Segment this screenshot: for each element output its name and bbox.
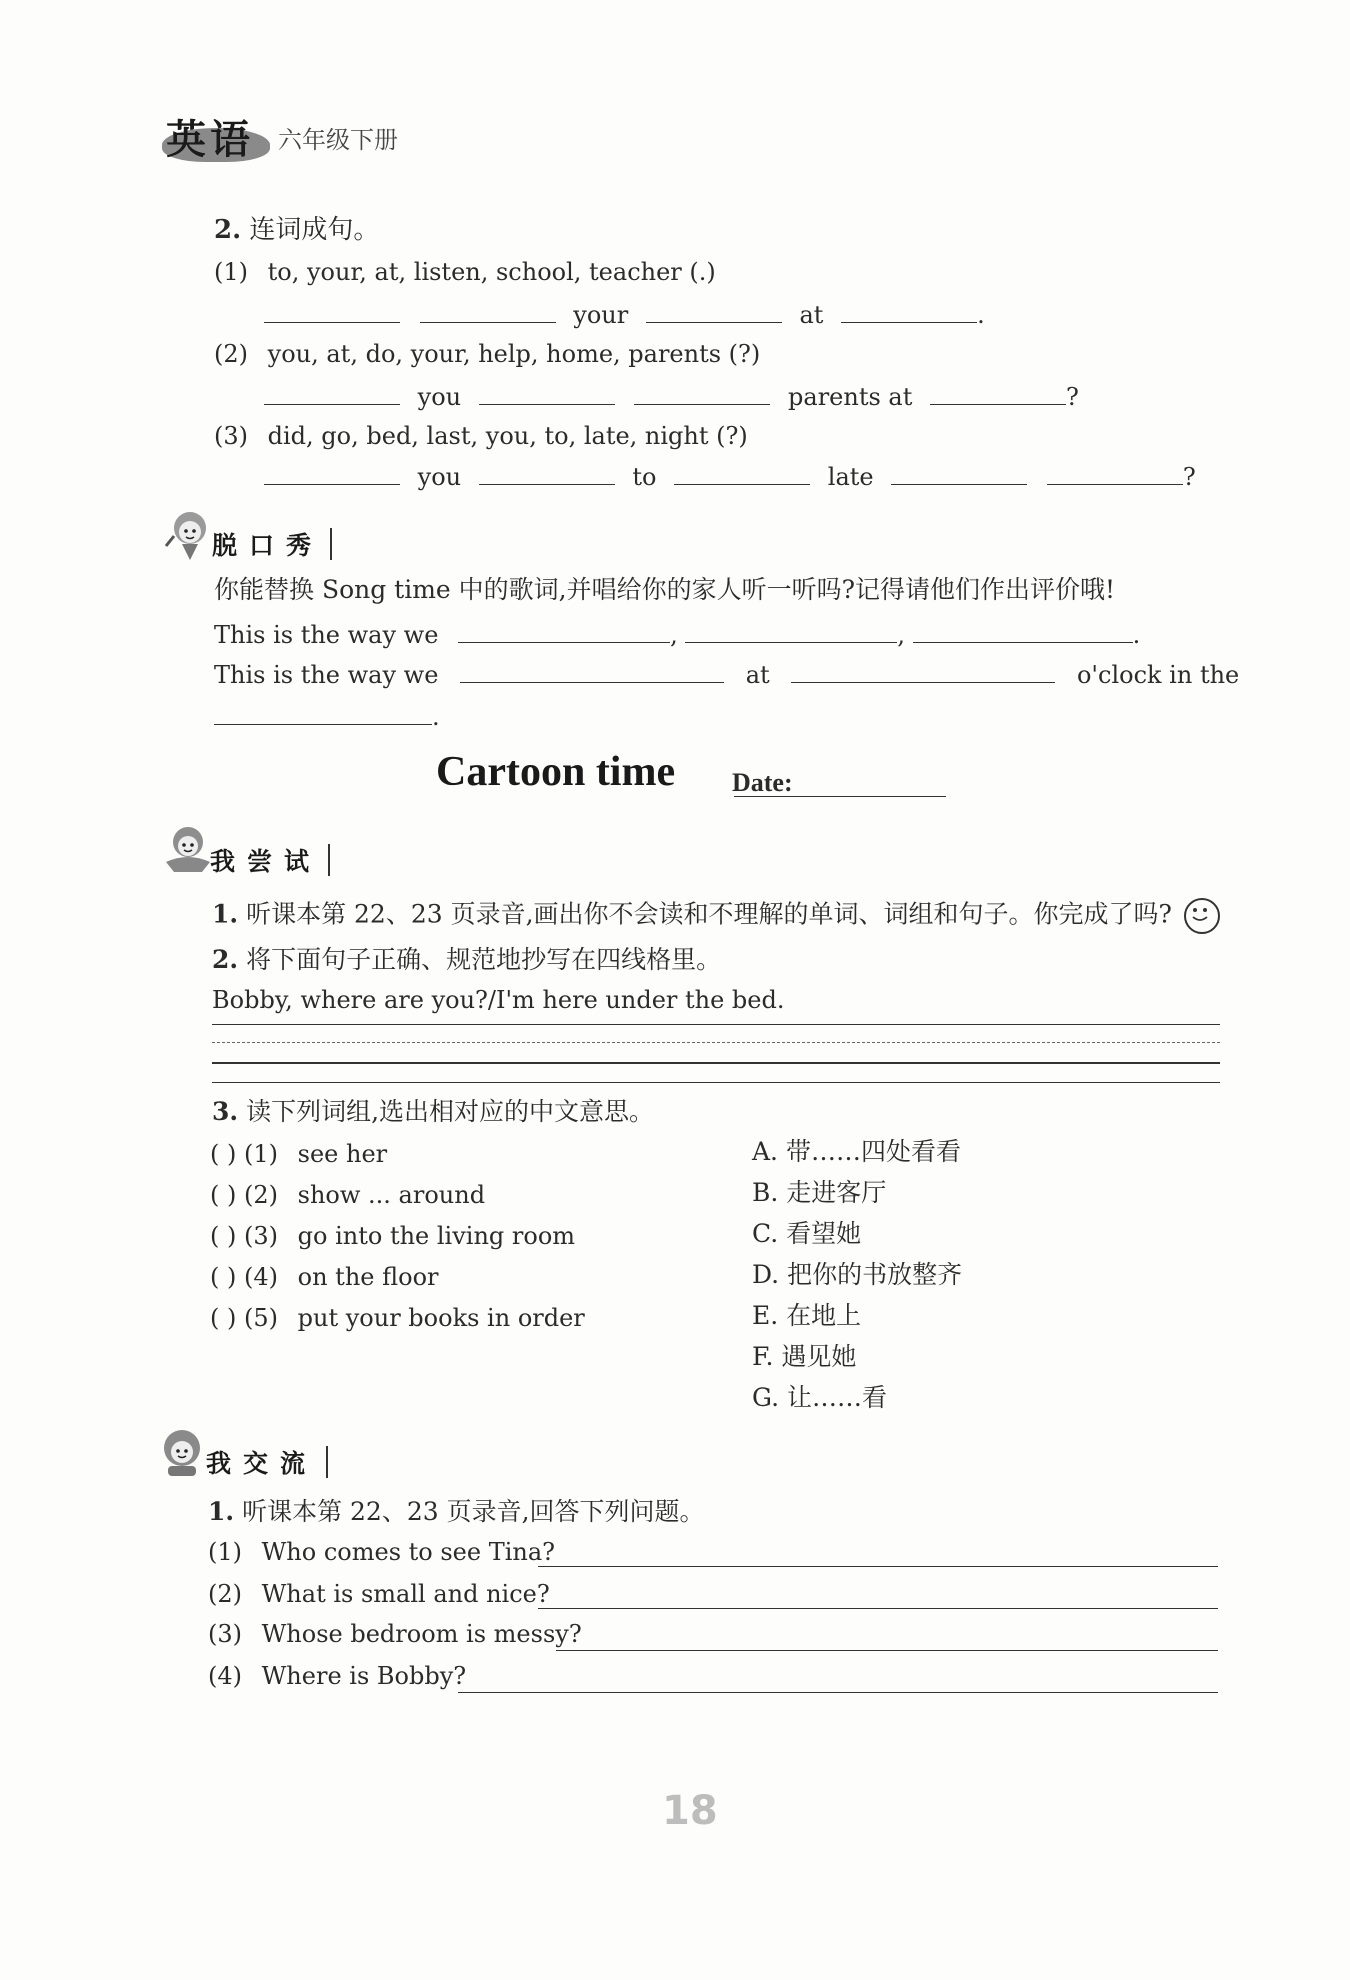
section-bar: [326, 1446, 328, 1478]
phrase-number: (2): [244, 1181, 278, 1209]
item-words: did, go, bed, last, you, to, late, night (?): [267, 422, 748, 450]
wcs-question-3: [212, 1096, 654, 1128]
answer-blank[interactable]: [264, 298, 400, 323]
answer-blank[interactable]: [634, 380, 770, 405]
part2-item-1: [214, 256, 716, 288]
page-number: 18: [662, 1788, 718, 1834]
option-text: 把你的书放整齐: [787, 1260, 963, 1289]
part2-answer-3: [264, 460, 1196, 493]
phrase-number: (4): [244, 1263, 278, 1291]
song-text: o'clock in the: [1076, 661, 1240, 689]
qa-row: [208, 1536, 555, 1568]
section-label: 我交流: [206, 1449, 318, 1478]
option-text: 带……四处看看: [785, 1137, 961, 1166]
question-text: 读下列词组,选出相对应的中文意思。: [246, 1097, 655, 1126]
item-number: (2): [214, 340, 248, 368]
phrase-list: [210, 1138, 585, 1343]
answer-word: late: [827, 463, 874, 491]
question-number: (3): [208, 1620, 242, 1648]
list-item: [752, 1300, 962, 1341]
answer-line[interactable]: [538, 1608, 1218, 1609]
answer-word: parents at: [788, 383, 913, 411]
question-number: 1.: [212, 899, 239, 929]
song-blank[interactable]: [685, 618, 897, 643]
wcs-question-2: [212, 944, 721, 976]
phrase-text: see her: [297, 1140, 388, 1168]
part2-item-2: [214, 338, 760, 370]
list-item: [752, 1136, 962, 1177]
answer-word: to: [632, 463, 657, 491]
answer-blank[interactable]: [646, 298, 782, 323]
question-text: 听课本第 22、23 页录音,画出你不会读和不理解的单词、词组和句子。你完成了吗?: [246, 899, 1172, 929]
song-line-1: This is the way we , , .: [214, 618, 1140, 651]
song-blank[interactable]: [214, 700, 432, 725]
answer-blank[interactable]: [420, 298, 556, 323]
option-list: [752, 1136, 962, 1423]
list-item: [210, 1302, 585, 1343]
answer-punct: .: [977, 301, 985, 329]
option-text: 走进客厅: [786, 1178, 887, 1207]
answer-blank[interactable]: [264, 380, 400, 405]
phrase-number: (5): [244, 1304, 278, 1332]
item-number: (1): [214, 258, 248, 286]
answer-paren[interactable]: ( ): [210, 1222, 237, 1250]
answer-blank[interactable]: [930, 380, 1066, 405]
song-text: This is the way we: [214, 661, 439, 689]
qa-row: [208, 1618, 582, 1650]
question-text: 听课本第 22、23 页录音,回答下列问题。: [242, 1497, 705, 1526]
list-item: [210, 1220, 585, 1261]
answer-blank[interactable]: [479, 460, 615, 485]
list-item: [752, 1177, 962, 1218]
phrase-text: show ... around: [297, 1181, 486, 1209]
section-label: 我尝试: [210, 847, 322, 876]
smile-face-icon[interactable]: [1184, 898, 1220, 934]
grid-line: [212, 1042, 1220, 1043]
item-words: you, at, do, your, help, home, parents (?): [267, 340, 761, 368]
question-number: (2): [208, 1580, 242, 1608]
option-text: 让……看: [786, 1383, 887, 1412]
answer-paren[interactable]: ( ): [210, 1263, 237, 1291]
grid-line: [212, 1024, 1220, 1025]
part2-heading-text: 连词成句。: [249, 215, 380, 245]
section-bar: [330, 528, 332, 560]
option-letter: B.: [752, 1178, 779, 1207]
section-bar: [328, 844, 330, 876]
answer-word: at: [799, 301, 824, 329]
book-subtitle: 六年级下册: [278, 126, 398, 154]
phrase-text: go into the living room: [297, 1222, 576, 1250]
song-text: This is the way we: [214, 621, 439, 649]
question-text: Who comes to see Tina?: [261, 1538, 556, 1566]
question-number: 3.: [212, 1097, 239, 1126]
date-label: Date:: [732, 768, 793, 797]
grid-line: [212, 1082, 1220, 1083]
mascot-boy-icon: [154, 1424, 212, 1482]
item-words: to, your, at, listen, school, teacher (.): [267, 258, 716, 286]
part2-answer-2: [264, 380, 1079, 413]
copy-sentence: Bobby, where are you?/I'm here under the bed.: [212, 986, 785, 1014]
list-item: [752, 1259, 962, 1300]
song-line-2: [214, 658, 1239, 691]
answer-line[interactable]: [556, 1650, 1218, 1651]
answer-line[interactable]: [458, 1692, 1218, 1693]
mascot-girl-icon: [158, 822, 216, 880]
qa-row: [208, 1660, 466, 1692]
section-wochangshi: [158, 822, 358, 882]
phrase-text: on the floor: [297, 1263, 439, 1291]
option-text: 看望她: [786, 1219, 862, 1248]
tuokouxiu-instruction: 你能替换 Song time 中的歌词,并唱给你的家人听一听吗?记得请他们作出评价哦!: [214, 575, 1116, 604]
option-letter: G.: [752, 1383, 780, 1412]
answer-blank[interactable]: [479, 380, 615, 405]
song-blank[interactable]: [791, 658, 1055, 683]
grid-line: [212, 1062, 1220, 1064]
answer-word: you: [417, 383, 462, 411]
answer-word: your: [573, 301, 629, 329]
mascot-girl-icon: [160, 506, 218, 564]
answer-paren[interactable]: ( ): [210, 1304, 237, 1332]
song-blank[interactable]: [913, 618, 1133, 643]
wcs-question-1: [212, 898, 1220, 934]
item-number: (3): [214, 422, 248, 450]
answer-blank[interactable]: [674, 460, 810, 485]
song-blank[interactable]: [460, 658, 724, 683]
part2-item-3: [214, 420, 748, 452]
four-line-grid[interactable]: [212, 1024, 1220, 1084]
question-number: 1.: [208, 1497, 235, 1526]
answer-punct: ?: [1066, 383, 1079, 411]
answer-punct: ?: [1182, 463, 1196, 491]
section-label: 脱口秀: [212, 531, 324, 560]
list-item: [210, 1179, 585, 1220]
song-blank[interactable]: [458, 618, 670, 643]
part2-answer-1: [264, 298, 985, 331]
list-item: [752, 1341, 962, 1382]
option-text: 遇见她: [781, 1342, 857, 1371]
answer-blank[interactable]: [891, 460, 1027, 485]
phrase-number: (3): [244, 1222, 278, 1250]
option-letter: C.: [752, 1219, 779, 1248]
cartoon-time-title: Cartoon time: [436, 749, 676, 795]
phrase-text: put your books in order: [297, 1304, 585, 1332]
option-letter: F.: [752, 1342, 774, 1371]
answer-paren[interactable]: ( ): [210, 1140, 237, 1168]
list-item: [210, 1138, 585, 1179]
section-tuokouxiu: [160, 506, 360, 566]
option-text: 在地上: [786, 1301, 862, 1330]
question-text: Where is Bobby?: [261, 1662, 467, 1690]
part2-heading-num: 2.: [214, 215, 242, 245]
answer-blank[interactable]: [1047, 460, 1183, 485]
question-text: What is small and nice?: [261, 1580, 550, 1608]
question-number: (1): [208, 1538, 242, 1566]
question-number: (4): [208, 1662, 242, 1690]
option-letter: D.: [752, 1260, 780, 1289]
question-text: Whose bedroom is messy?: [261, 1620, 582, 1648]
answer-paren[interactable]: ( ): [210, 1181, 237, 1209]
qa-row: [208, 1578, 550, 1610]
list-item: [752, 1382, 962, 1423]
question-number: 2.: [212, 945, 239, 974]
part2-heading: [214, 214, 379, 246]
book-title: 英语: [166, 117, 254, 163]
answer-word: you: [417, 463, 462, 491]
answer-blank[interactable]: [841, 298, 977, 323]
option-letter: E.: [752, 1301, 779, 1330]
option-letter: A.: [752, 1137, 779, 1166]
date-field[interactable]: [734, 796, 946, 797]
song-line-3: .: [214, 700, 440, 733]
wjl-question-1: [208, 1496, 705, 1528]
phrase-number: (1): [244, 1140, 278, 1168]
song-text: at: [745, 661, 770, 689]
question-text: 将下面句子正确、规范地抄写在四线格里。: [246, 945, 722, 974]
list-item: [752, 1218, 962, 1259]
list-item: [210, 1261, 585, 1302]
answer-line[interactable]: [538, 1566, 1218, 1567]
section-wojiaoliu: [154, 1424, 354, 1484]
answer-blank[interactable]: [264, 460, 400, 485]
